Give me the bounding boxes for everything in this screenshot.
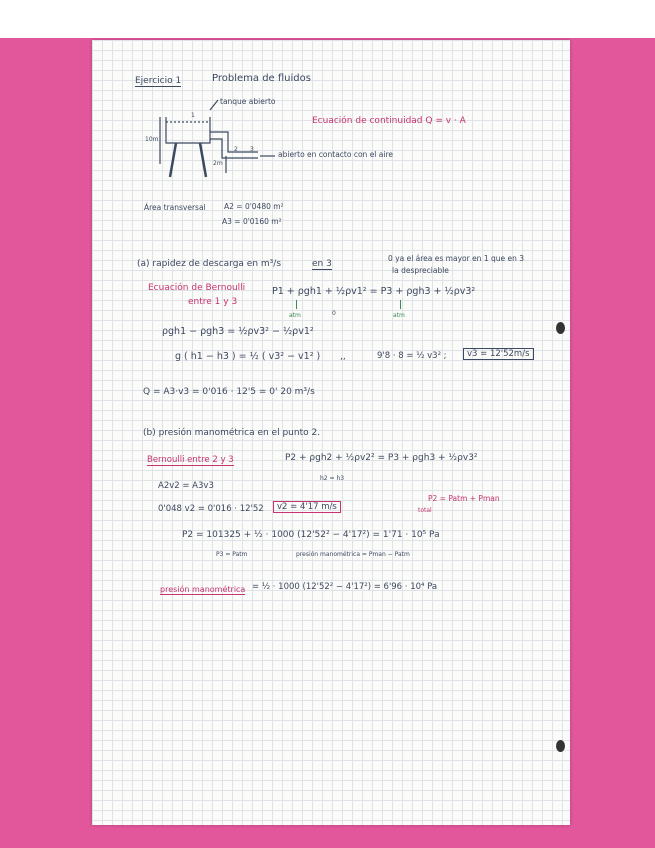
continuity-equation-title: Ecuación de continuidad Q = v · A [312, 116, 466, 126]
p2-definition-note: P2 = Patm + Pman [428, 494, 500, 503]
atm-label-1: atm [289, 312, 301, 319]
part-b-title: (b) presión manométrica en el punto 2. [143, 428, 321, 438]
continuity-relation: A2v2 = A3v3 [158, 481, 214, 491]
p3-atm-label: P3 = Patm [216, 551, 248, 558]
gauge-pressure-note: presión manométrica = Pman − Patm [296, 551, 410, 558]
v2-calculation: 0'048 v2 = 0'016 · 12'52 [158, 504, 264, 514]
arrow-icon [296, 300, 297, 309]
part-a-point: en 3 [312, 259, 332, 269]
bernoulli-label-2: entre 1 y 3 [188, 297, 238, 307]
v3-result-box: v3 = 12'52m/s [463, 348, 534, 360]
bernoulli-label-1: Ecuación de Bernoulli [148, 283, 246, 293]
height-2-label: 2m [213, 160, 223, 167]
point-2-label: 2 [234, 146, 238, 153]
area-a3: A3 = 0'0160 m² [222, 217, 282, 226]
arrow-icon [400, 300, 401, 309]
gauge-pressure-label: presión manométrica [160, 585, 246, 594]
bernoulli-equation-2-3: P2 + ρgh2 + ½ρv2² = P3 + ρgh3 + ½ρv3² [285, 453, 478, 463]
total-label: total [418, 507, 432, 514]
equation-step-2: g ( h1 − h3 ) = ½ ( v3² − v1² ) [175, 351, 321, 362]
comma-separator: ,, [340, 352, 346, 362]
point-1-label: 1 [191, 112, 195, 119]
part-a-title: (a) rapidez de descarga en m³/s [137, 259, 282, 269]
topic-title: Problema de fluidos [212, 73, 311, 84]
area-a2: A2 = 0'0480 m² [224, 202, 284, 211]
p2-equation: P2 = 101325 + ½ · 1000 (12'52² − 4'17²) = 1'71 · 10⁵ Pa [182, 530, 440, 540]
part-a-note-line1: 0 ya el área es mayor en 1 que en 3 [388, 254, 525, 263]
outlet-label: abierto en contacto con el aire [278, 150, 393, 159]
bernoulli-equation-1-3: P1 + ρgh1 + ½ρv1² = P3 + ρgh3 + ½ρv3² [272, 286, 476, 297]
equation-step-3: 9'8 · 8 = ½ v3² ; [377, 351, 447, 361]
point-3-label: 3 [250, 146, 254, 153]
open-tank-label: tanque abierto [220, 97, 276, 106]
equation-step-1: ρgh1 − ρgh3 = ½ρv3² − ½ρv1² [162, 326, 314, 337]
height-10-label: 10m [145, 136, 159, 143]
v2-result-box: v2 = 4'17 m/s [273, 501, 341, 513]
area-label: Área transversal [144, 203, 206, 212]
zero-label: 0 [332, 310, 336, 317]
gauge-pressure-equation: = ½ · 1000 (12'52² − 4'17²) = 6'96 · 10⁴ Pa [252, 582, 438, 592]
flow-rate-equation: Q = A3·v3 = 0'016 · 12'5 = 0' 20 m³/s [143, 387, 315, 397]
atm-label-3: atm [393, 312, 405, 319]
bernoulli-2-3-label: Bernoulli entre 2 y 3 [147, 455, 234, 465]
heights-equal-note: h2 = h3 [320, 475, 345, 482]
part-a-note-line2: la despreciable [392, 266, 449, 275]
exercise-label: Ejercicio 1 [135, 76, 182, 86]
